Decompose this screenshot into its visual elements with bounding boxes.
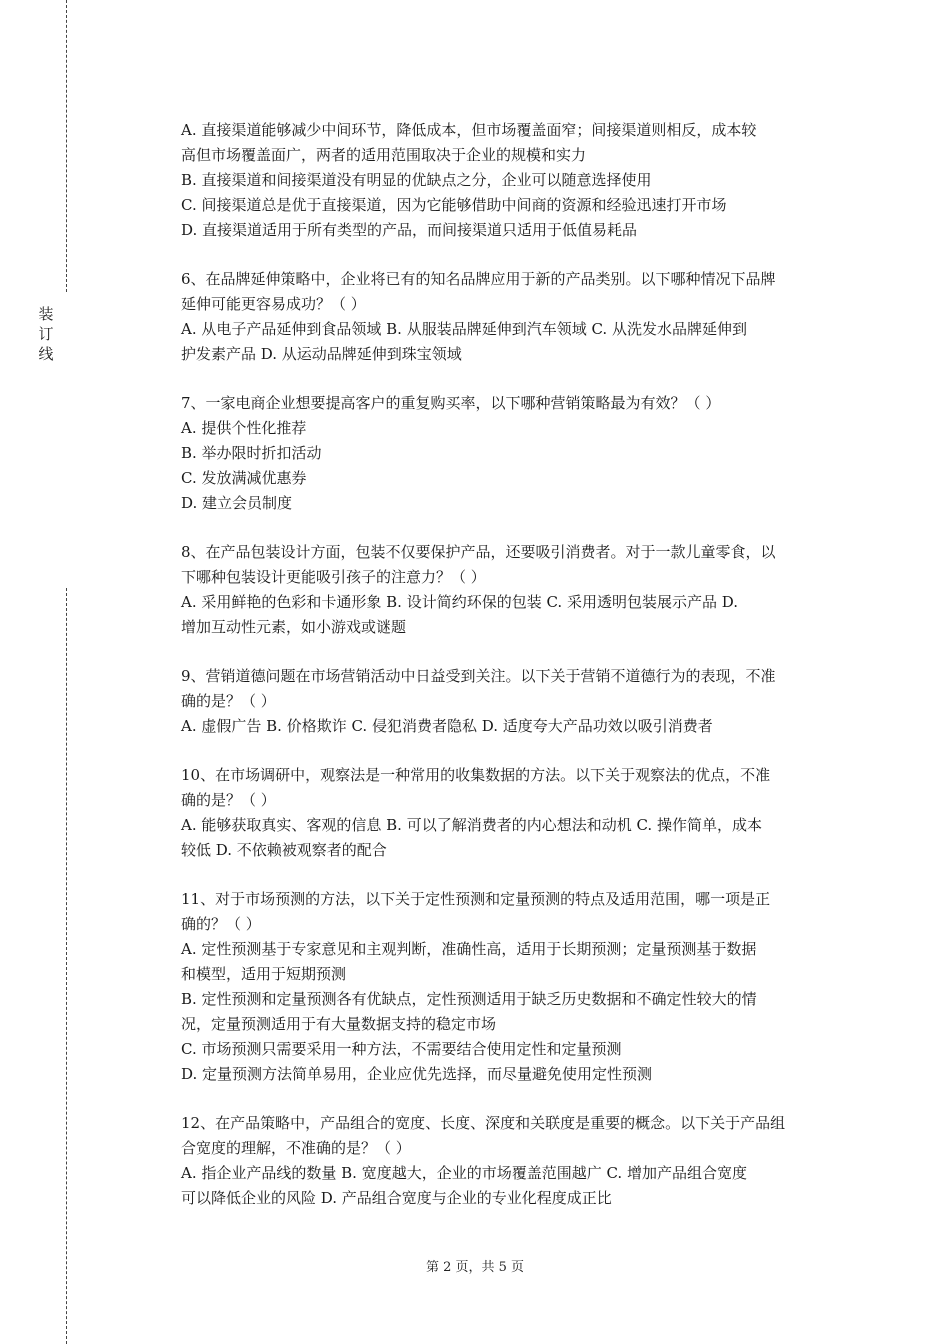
text-line: D. 直接渠道适用于所有类型的产品，而间接渠道只适用于低值易耗品	[181, 221, 638, 239]
text-line: A. 能够获取真实、客观的信息 B. 可以了解消费者的内心想法和动机 C. 操作简单，成本	[181, 816, 762, 834]
text-line: A. 直接渠道能够减少中间环节，降低成本，但市场覆盖面窄；间接渠道则相反，成本较	[181, 121, 757, 139]
binding-char: 装	[38, 305, 54, 323]
text-line: 可以降低企业的风险 D. 产品组合宽度与企业的专业化程度成正比	[181, 1189, 612, 1207]
text-line: C. 间接渠道总是优于直接渠道，因为它能够借助中间商的资源和经验迅速打开市场	[181, 196, 727, 214]
text-line: A. 采用鲜艳的色彩和卡通形象 B. 设计简约环保的包装 C. 采用透明包装展示产品 D.	[181, 593, 738, 611]
text-line: 11、对于市场预测的方法，以下关于定性预测和定量预测的特点及适用范围，哪一项是正	[181, 890, 771, 908]
text-line: 高但市场覆盖面广，两者的适用范围取决于企业的规模和实力	[181, 146, 587, 164]
question-content	[181, 118, 841, 1211]
text-line: 况，定量预测适用于有大量数据支持的稳定市场	[181, 1015, 497, 1033]
question-block	[181, 267, 841, 367]
block-gap	[181, 516, 841, 540]
question-block	[181, 887, 841, 1087]
text-line: A. 虚假广告 B. 价格欺诈 C. 侵犯消费者隐私 D. 适度夸大产品功效以吸引消费者	[181, 717, 713, 735]
text-line: C. 市场预测只需要采用一种方法，不需要结合使用定性和定量预测	[181, 1040, 622, 1058]
text-line: B. 定性预测和定量预测各有优缺点，定性预测适用于缺乏历史数据和不确定性较大的情	[181, 990, 757, 1008]
block-gap	[181, 739, 841, 763]
text-line: B. 直接渠道和间接渠道没有明显的优缺点之分，企业可以随意选择使用	[181, 171, 652, 189]
question-block	[181, 664, 841, 739]
text-line: A. 定性预测基于专家意见和主观判断，准确性高，适用于长期预测；定量预测基于数据	[181, 940, 757, 958]
question-block	[181, 763, 841, 863]
text-line: C. 发放满减优惠券	[181, 469, 307, 487]
binding-char: 订	[38, 325, 54, 343]
text-line: 确的是？（ ）	[181, 791, 276, 809]
text-line: 6、在品牌延伸策略中，企业将已有的知名品牌应用于新的产品类别。以下哪种情况下品牌	[181, 270, 776, 288]
text-line: 延伸可能更容易成功？（ ）	[181, 295, 366, 313]
text-line: 10、在市场调研中，观察法是一种常用的收集数据的方法。以下关于观察法的优点，不准	[181, 766, 771, 784]
block-gap	[181, 367, 841, 391]
text-line: A. 从电子产品延伸到食品领域 B. 从服装品牌延伸到汽车领域 C. 从洗发水品牌延伸到	[181, 320, 747, 338]
text-line: 8、在产品包装设计方面，包装不仅要保护产品，还要吸引消费者。对于一款儿童零食，以	[181, 543, 776, 561]
text-line: D. 定量预测方法简单易用，企业应优先选择，而尽量避免使用定性预测	[181, 1065, 653, 1083]
binding-char: 线	[38, 345, 54, 363]
binding-line-top	[66, 0, 67, 292]
text-line: B. 举办限时折扣活动	[181, 444, 322, 462]
text-line: D. 建立会员制度	[181, 494, 293, 512]
text-line: 合宽度的理解，不准确的是？（ ）	[181, 1139, 411, 1157]
text-line: 7、一家电商企业想要提高客户的重复购买率，以下哪种营销策略最为有效？（ ）	[181, 394, 721, 412]
text-line: 9、营销道德问题在市场营销活动中日益受到关注。以下关于营销不道德行为的表现，不准	[181, 667, 776, 685]
text-line: 较低 D. 不依赖被观察者的配合	[181, 841, 387, 859]
text-line: 护发素产品 D. 从运动品牌延伸到珠宝领域	[181, 345, 462, 363]
binding-line-label	[36, 304, 56, 364]
question-block	[181, 540, 841, 640]
text-line: 12、在产品策略中，产品组合的宽度、长度、深度和关联度是重要的概念。以下关于产品组	[181, 1114, 786, 1132]
text-line: 增加互动性元素，如小游戏或谜题	[181, 618, 407, 636]
question-options-continued	[181, 118, 841, 243]
page-footer: 第 2 页，共 5 页	[425, 1260, 525, 1275]
block-gap	[181, 863, 841, 887]
text-line: 确的是？（ ）	[181, 692, 276, 710]
block-gap	[181, 1087, 841, 1111]
block-gap	[181, 243, 841, 267]
question-block	[181, 1111, 841, 1211]
block-gap	[181, 640, 841, 664]
question-block	[181, 391, 841, 516]
text-line: A. 指企业产品线的数量 B. 宽度越大，企业的市场覆盖范围越广 C. 增加产品组合宽度	[181, 1164, 747, 1182]
binding-line-bottom	[66, 588, 67, 1344]
text-line: A. 提供个性化推荐	[181, 419, 307, 437]
text-line: 下哪种包装设计更能吸引孩子的注意力？（ ）	[181, 568, 486, 586]
text-line: 确的？（ ）	[181, 915, 261, 933]
text-line: 和模型，适用于短期预测	[181, 965, 347, 983]
